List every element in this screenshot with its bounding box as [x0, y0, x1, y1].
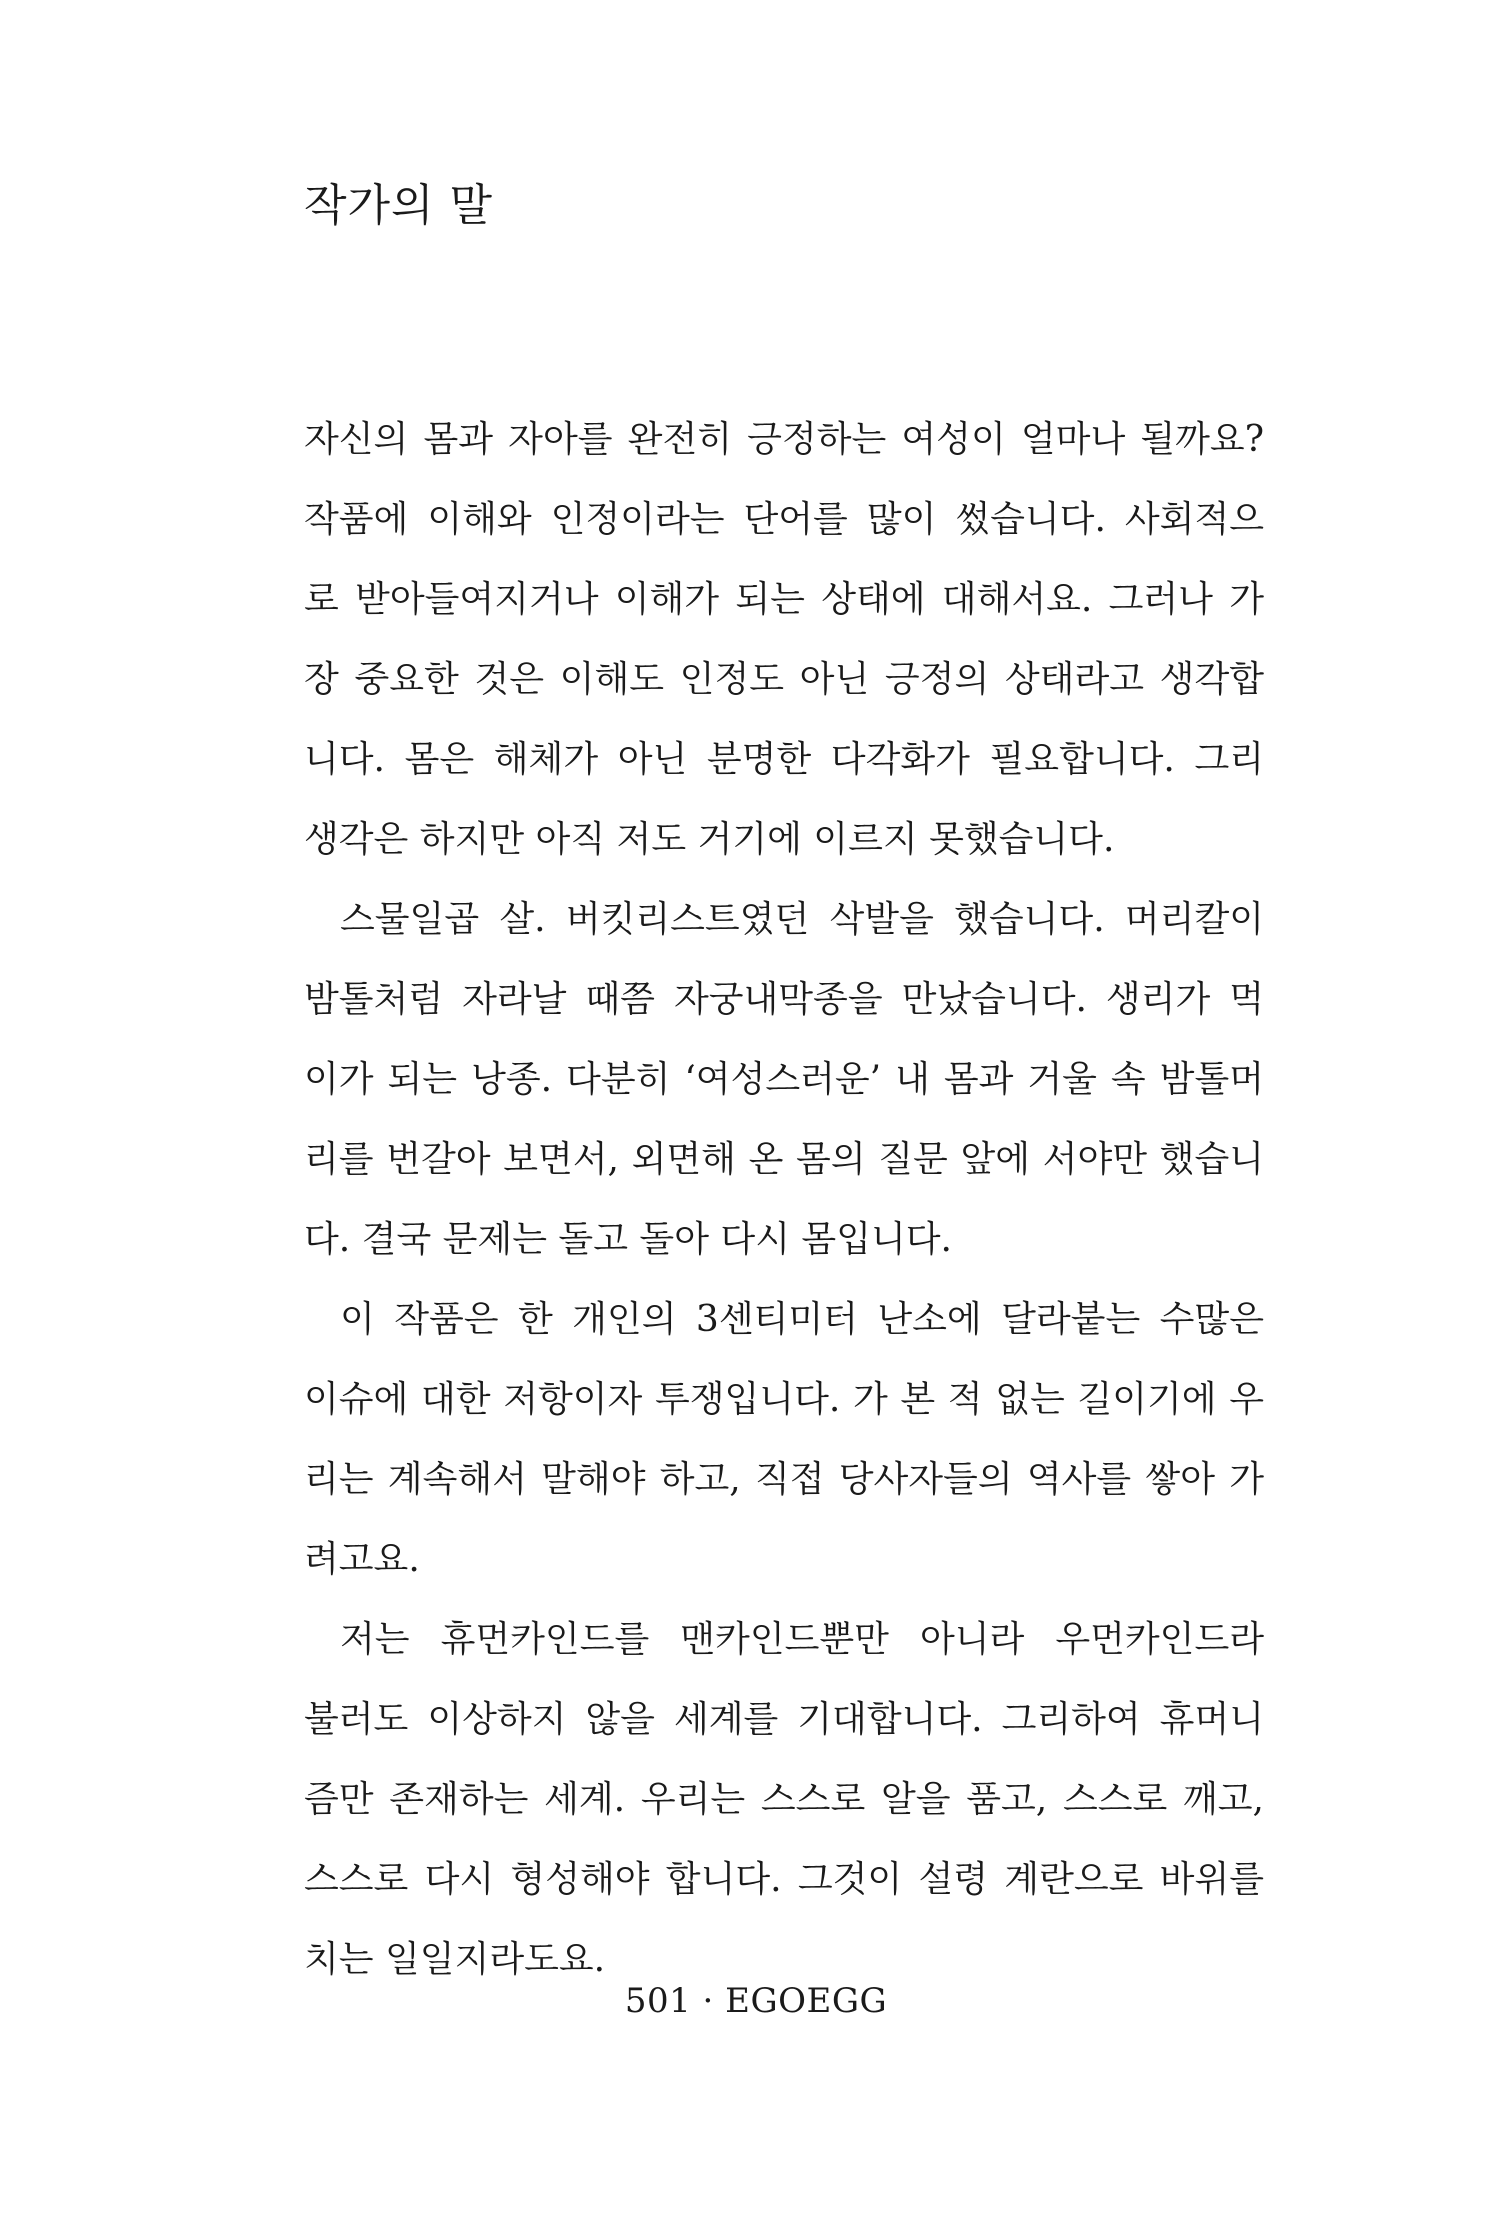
text-line: 리를 번갈아 보면서, 외면해 온 몸의 질문 앞에 서야만 했습니: [304, 1139, 1264, 1180]
page-footer: 501 · EGOEGG: [624, 1981, 888, 2021]
paragraph-3: [304, 1280, 1264, 1600]
text-line: 즘만 존재하는 세계. 우리는 스스로 알을 품고, 스스로 깨고,: [304, 1779, 1264, 1820]
text-line: 작품에 이해와 인정이라는 단어를 많이 썼습니다. 사회적으: [304, 499, 1264, 540]
text-line: 장 중요한 것은 이해도 인정도 아닌 긍정의 상태라고 생각합: [304, 659, 1264, 700]
text-line: 불러도 이상하지 않을 세계를 기대합니다. 그리하여 휴머니: [304, 1699, 1264, 1740]
text-line: 려고요.: [304, 1539, 420, 1580]
text-line: 리는 계속해서 말해야 하고, 직접 당사자들의 역사를 쌓아 가: [304, 1459, 1264, 1500]
text-line: 다. 결국 문제는 돌고 돌아 다시 몸입니다.: [304, 1219, 952, 1260]
paragraph-1: [304, 400, 1264, 880]
text-line: 이 작품은 한 개인의 3센티미터 난소에 달라붙는 수많은: [340, 1299, 1264, 1340]
page-title: 작가의 말: [304, 180, 494, 231]
paragraph-4: [304, 1600, 1264, 2000]
text-line: 스물일곱 살. 버킷리스트였던 삭발을 했습니다. 머리칼이: [340, 899, 1264, 940]
text-line: 로 받아들여지거나 이해가 되는 상태에 대해서요. 그러나 가: [304, 579, 1264, 620]
text-line: 니다. 몸은 해체가 아닌 분명한 다각화가 필요합니다. 그리: [304, 739, 1264, 780]
text-line: 스스로 다시 형성해야 합니다. 그것이 설령 계란으로 바위를: [304, 1859, 1264, 1900]
body-text: [304, 400, 1264, 2000]
text-line: 자신의 몸과 자아를 완전히 긍정하는 여성이 얼마나 될까요?: [304, 419, 1264, 460]
text-line: 생각은 하지만 아직 저도 거기에 이르지 못했습니다.: [304, 819, 1115, 860]
text-line: 이가 되는 낭종. 다분히 ‘여성스러운’ 내 몸과 거울 속 밤톨머: [304, 1059, 1264, 1100]
text-line: 치는 일일지라도요.: [304, 1939, 606, 1980]
text-line: 이슈에 대한 저항이자 투쟁입니다. 가 본 적 없는 길이기에 우: [304, 1379, 1264, 1420]
text-line: 저는 휴먼카인드를 맨카인드뿐만 아니라 우먼카인드라: [340, 1619, 1264, 1660]
paragraph-2: [304, 880, 1264, 1280]
text-line: 밤톨처럼 자라날 때쯤 자궁내막종을 만났습니다. 생리가 먹: [304, 979, 1264, 1020]
